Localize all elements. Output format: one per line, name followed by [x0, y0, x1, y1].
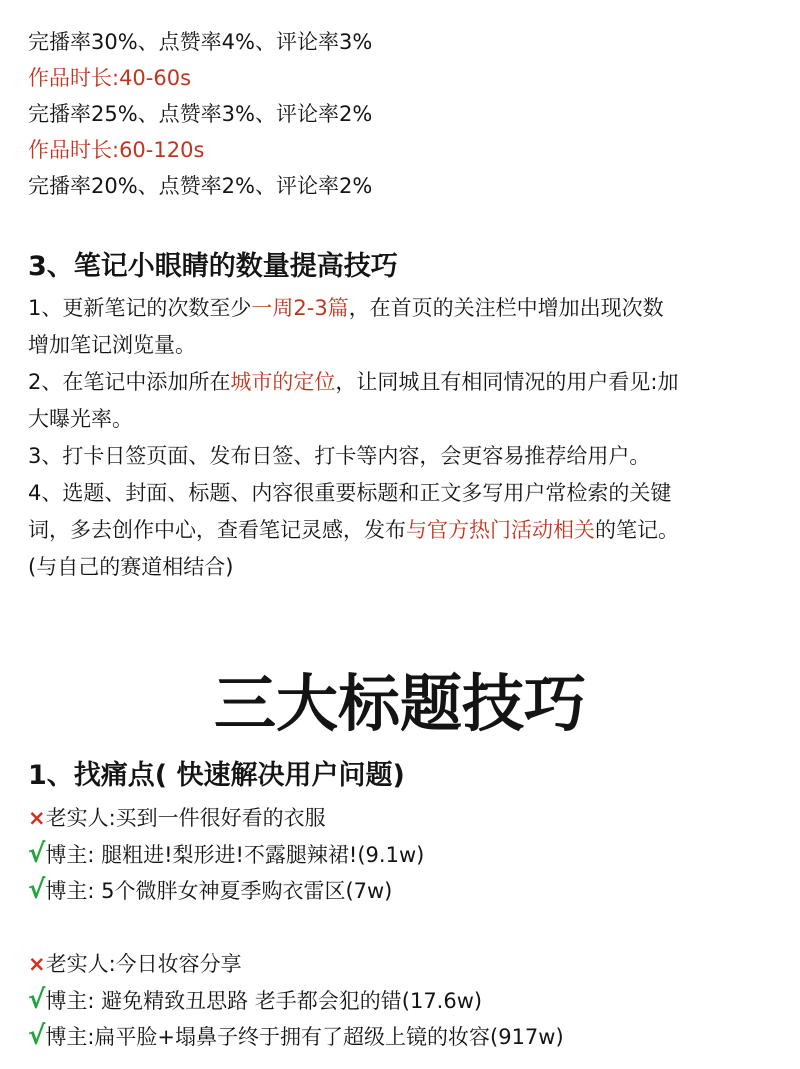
check-icon: √ — [28, 985, 46, 1015]
tip-1-line-a — [28, 290, 664, 326]
tip-2-line-a — [28, 364, 678, 400]
example-b-blogger-2-text: 博主:扁平脸+塌鼻子终于拥有了超级上镜的妆容(917w) — [45, 1025, 564, 1049]
example-a-plain — [28, 800, 326, 836]
tip-4-line-b — [28, 512, 679, 548]
title-tip-1-heading: 1、找痛点( 快速解决用户问题) — [28, 760, 405, 791]
example-a-plain-text: 老实人:买到一件很好看的衣服 — [45, 806, 326, 830]
tip-2-text-b: ，让同城且有相同情况的用户看见:加 — [335, 370, 679, 394]
tip-2-line-b: 大曝光率。 — [28, 407, 133, 431]
tip-4-text-a: 词，多去创作中心，查看笔记灵感，发布 — [28, 518, 406, 542]
tip-3-line: 3、打卡日签页面、发布日签、打卡等内容，会更容易推荐给用户。 — [28, 444, 651, 468]
big-title: 三大标题技巧 — [213, 667, 586, 740]
stat-line-3: 完播率20%、点赞率2%、评论率2% — [28, 174, 373, 198]
duration-line-1: 作品时长:40-60s — [28, 66, 192, 90]
example-b-blogger-2 — [28, 1018, 564, 1055]
check-icon: √ — [28, 839, 46, 869]
tip-4-line-c: (与自己的赛道相结合) — [28, 555, 234, 579]
example-b-plain — [28, 946, 242, 982]
cross-icon: × — [28, 952, 46, 976]
example-b-blogger-1-text: 博主: 避免精致丑思路 老手都会犯的错(17.6w) — [45, 989, 483, 1013]
check-icon: √ — [28, 1021, 46, 1051]
example-a-blogger-1 — [28, 836, 424, 873]
tip-2-text-a: 2、在笔记中添加所在 — [28, 370, 231, 394]
tip-1-highlight: 一周2-3篇 — [251, 296, 349, 320]
tip-4-text-b: 的笔记。 — [595, 518, 679, 542]
check-icon: √ — [28, 875, 46, 905]
tip-4-line-a: 4、选题、封面、标题、内容很重要标题和正文多写用户常检索的关键 — [28, 481, 672, 505]
tip-1-text-b: ，在首页的关注栏中增加出现次数 — [348, 296, 664, 320]
tip-4-highlight: 与官方热门活动相关 — [406, 518, 595, 542]
tip-2-highlight: 城市的定位 — [230, 370, 336, 394]
tip-1-line-b: 增加笔记浏览量。 — [28, 333, 196, 357]
example-a-blogger-2 — [28, 872, 392, 909]
section-3-heading: 3、笔记小眼睛的数量提高技巧 — [28, 251, 398, 282]
tip-1-text-a: 1、更新笔记的次数至少 — [28, 296, 252, 320]
stat-line-2: 完播率25%、点赞率3%、评论率2% — [28, 102, 373, 126]
example-a-blogger-1-text: 博主: 腿粗进!梨形进!不露腿辣裙!(9.1w) — [45, 843, 425, 867]
duration-line-2: 作品时长:60-120s — [28, 138, 205, 162]
cross-icon: × — [28, 806, 46, 830]
example-a-blogger-2-text: 博主: 5个微胖女神夏季购衣雷区(7w) — [45, 879, 393, 903]
stat-line-1: 完播率30%、点赞率4%、评论率3% — [28, 30, 373, 54]
example-b-blogger-1 — [28, 982, 482, 1019]
example-b-plain-text: 老实人:今日妆容分享 — [45, 952, 242, 976]
